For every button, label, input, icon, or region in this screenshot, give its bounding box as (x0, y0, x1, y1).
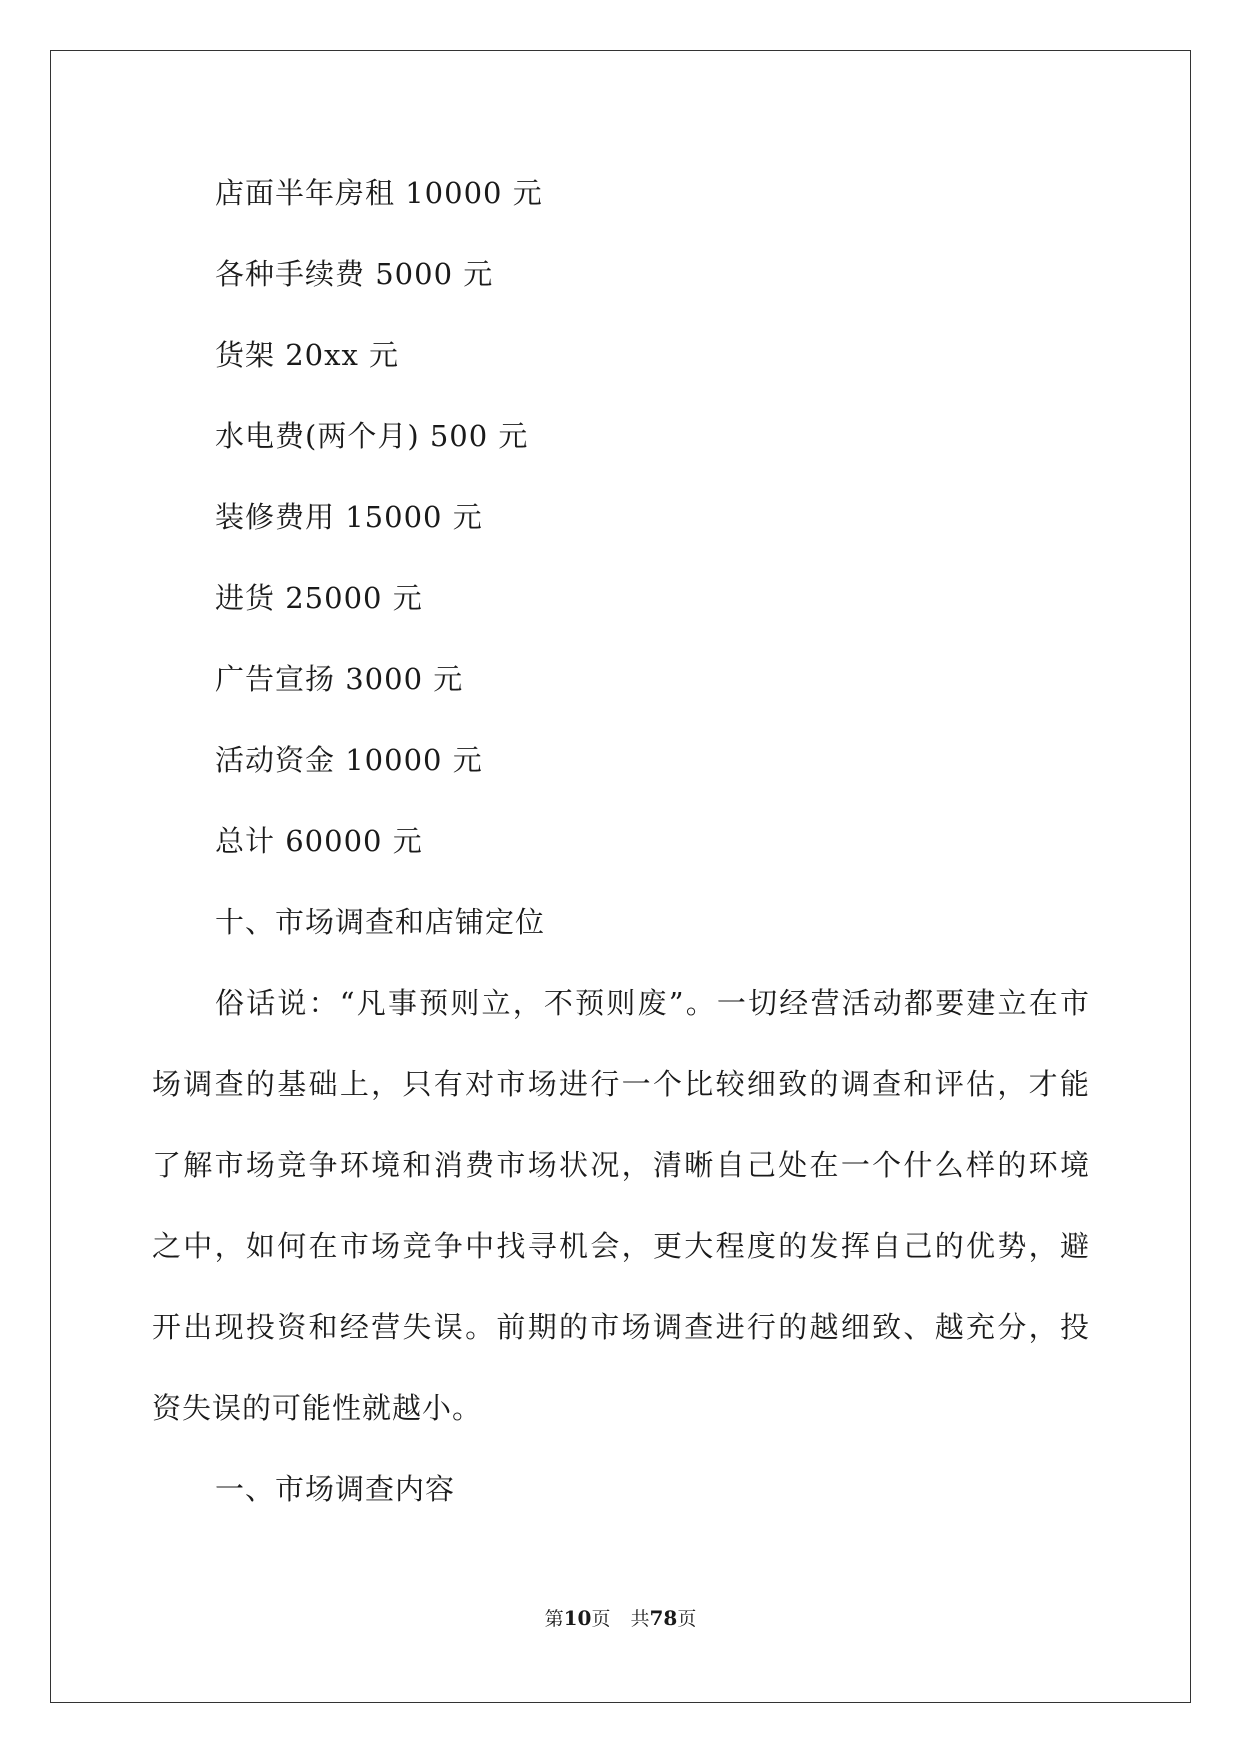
page-border (50, 50, 1191, 1703)
paragraph-line: 开出现投资和经营失误。前期的市场调查进行的越细致、越充分，投 (152, 1310, 1090, 1344)
cost-line-utilities: 水电费(两个月) 500 元 (215, 419, 529, 453)
cost-line-renovation: 装修费用 15000 元 (215, 500, 483, 534)
paragraph-line: 俗话说：“凡事预则立，不预则废”。一切经营活动都要建立在市 (215, 986, 1090, 1020)
footer-total-pages: 78 (649, 1606, 678, 1630)
page-footer (0, 1605, 1241, 1632)
subsection-heading: 一、市场调查内容 (215, 1472, 456, 1506)
section-heading: 十、市场调查和店铺定位 (215, 905, 546, 939)
cost-line-rent: 店面半年房租 10000 元 (215, 176, 543, 210)
cost-line-total: 总计 60000 元 (215, 824, 423, 858)
cost-line-fees: 各种手续费 5000 元 (215, 257, 494, 291)
footer-page-suffix: 页 (591, 1608, 611, 1630)
cost-line-advertising: 广告宣扬 3000 元 (215, 662, 464, 696)
paragraph-line-last: 资失误的可能性就越小。 (152, 1391, 483, 1425)
footer-page-number: 10 (563, 1606, 592, 1630)
footer-page-prefix: 第 (544, 1608, 564, 1630)
paragraph-line: 场调查的基础上，只有对市场进行一个比较细致的调查和评估，才能 (152, 1067, 1090, 1101)
footer-total-prefix: 共 (630, 1608, 650, 1630)
cost-line-stock: 进货 25000 元 (215, 581, 423, 615)
paragraph-line: 之中，如何在市场竞争中找寻机会，更大程度的发挥自己的优势，避 (152, 1229, 1090, 1263)
footer-total-suffix: 页 (677, 1608, 697, 1630)
cost-line-activities: 活动资金 10000 元 (215, 743, 483, 777)
paragraph-line: 了解市场竞争环境和消费市场状况，清晰自己处在一个什么样的环境 (152, 1148, 1090, 1182)
cost-line-shelves: 货架 20xx 元 (215, 338, 400, 372)
